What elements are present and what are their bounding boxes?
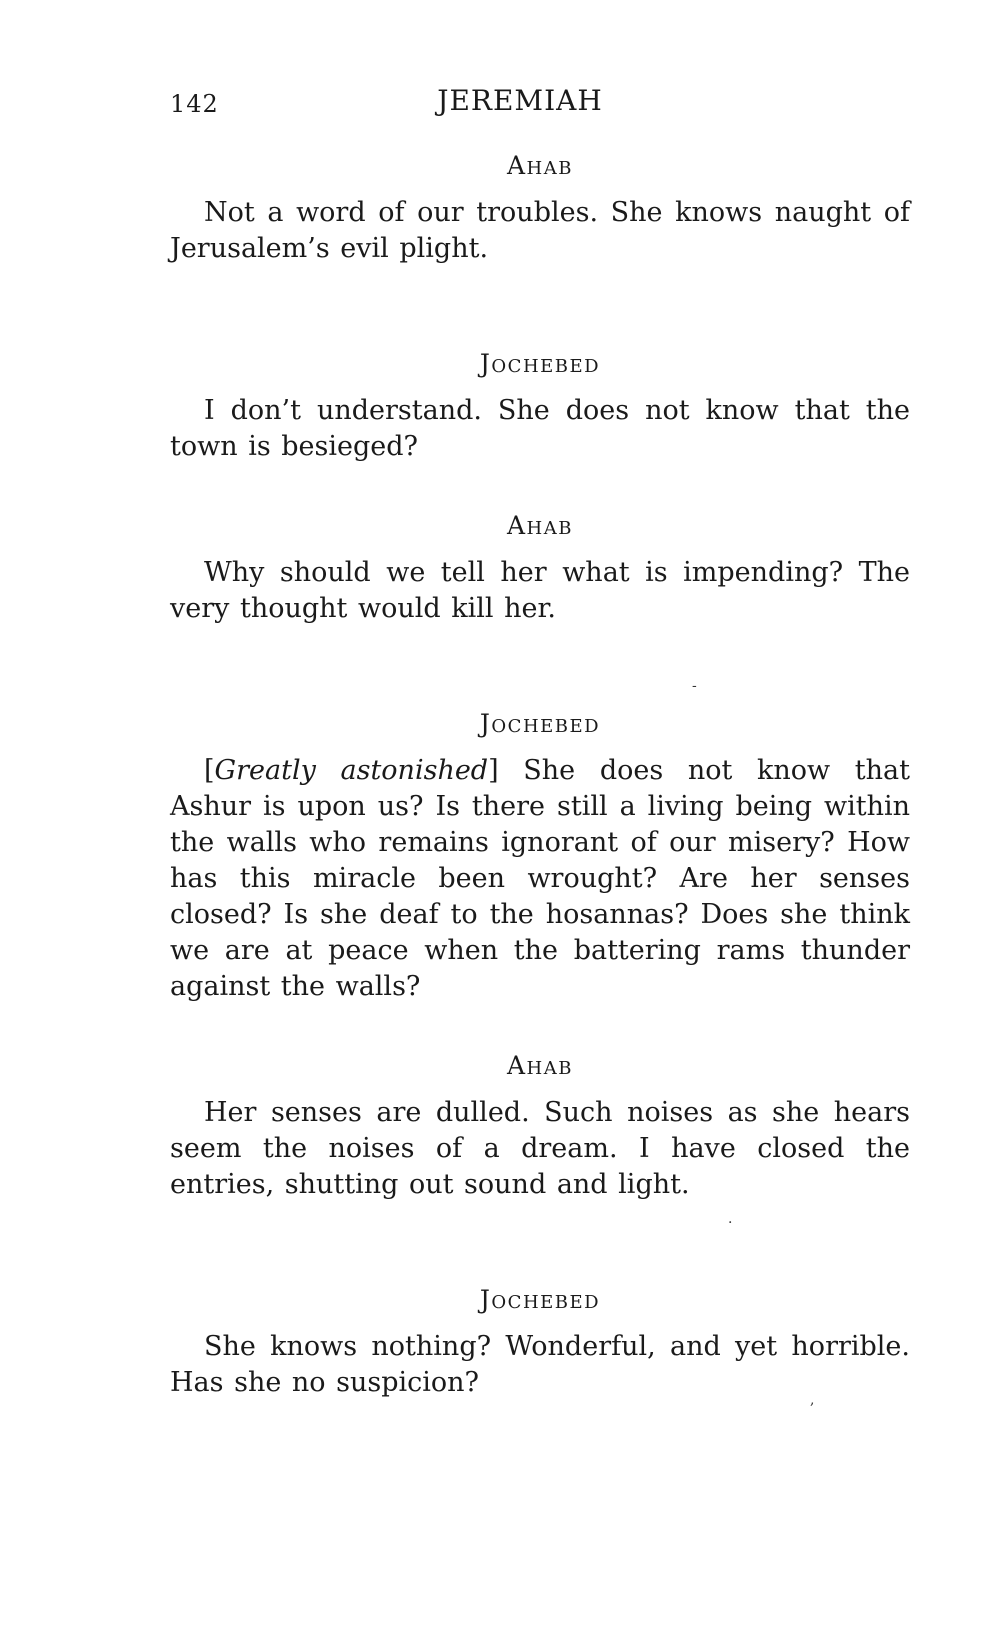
speaker-name: Jochebed [479, 1285, 601, 1314]
speech-text: I don’t understand. She does not know that the town is besieged? [170, 395, 910, 462]
page-number: 142 [170, 90, 219, 118]
speaker-name: Jochebed [479, 709, 601, 738]
speech-text: She knows nothing? Wonderful, and yet horrible. Has she no suspicion? [170, 1331, 910, 1398]
stage-direction: Greatly astonished [214, 755, 489, 786]
running-title: JEREMIAH [437, 84, 603, 117]
speech-text: Her senses are dulled. Such noises as she hears seem the noises of a dream. I have closed the entries, shutting out sound and light. [170, 1097, 910, 1200]
running-head [170, 84, 910, 124]
speech-text: Why should we tell her what is impending? The very thought would kill her. [170, 557, 910, 624]
speaker-name: Ahab [507, 151, 573, 180]
print-speck: · [728, 1215, 733, 1231]
print-speck: - [692, 678, 697, 694]
print-speck: , [810, 1392, 815, 1408]
speech-text: Not a word of our troubles. She knows naught of Jerusalem’s evil plight. [170, 197, 910, 264]
speech-text: She does not know that Ashur is upon us? Is there still a living being within the walls who remains ignorant of our misery? How has this miracle been wrought? Are her senses closed? Is she deaf to the hosannas? Does she think we are at peace when the battering rams thunder against the walls? [170, 755, 910, 1002]
speaker-name: Ahab [507, 511, 573, 540]
speech-paragraph: [Greatly astonished] She does not know that Ashur is upon us? Is there still a living being within the walls who remains ignorant of our misery? How has this miracle been wrought? Are her senses closed? Is she deaf to the hosannas? Does she think we are at peace when the battering rams thunder against the walls? [170, 755, 910, 1002]
speaker-name: Ahab [507, 1051, 573, 1080]
speaker-name: Jochebed [479, 349, 601, 378]
dialogue [170, 145, 910, 1401]
